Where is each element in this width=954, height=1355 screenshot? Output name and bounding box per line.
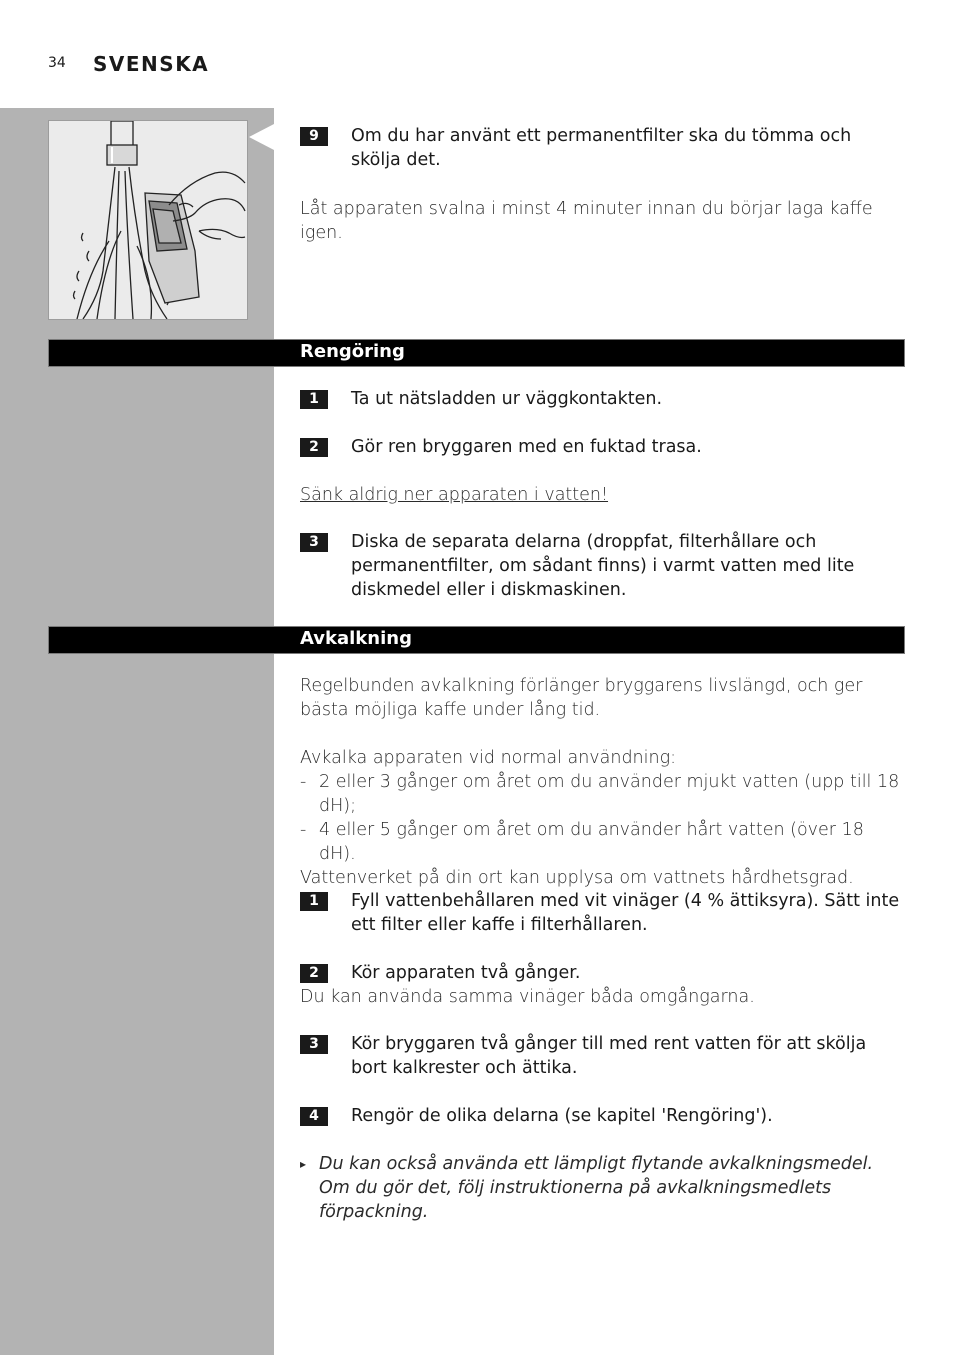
usage-lead: Avkalka apparaten vid normal användning:	[300, 748, 677, 768]
cool-down-note: Låt apparaten svalna i minst 4 minuter innan du börjar laga kaffe igen.	[300, 199, 873, 243]
cleaning-step-3	[300, 530, 905, 602]
usage-item	[300, 818, 905, 866]
step-number-badge: 9	[300, 127, 328, 146]
section-title-cleaning: Rengöring	[300, 341, 405, 362]
step-number-badge: 3	[300, 1035, 328, 1054]
section-bar-cleaning	[48, 339, 905, 367]
step-number-badge: 1	[300, 390, 328, 409]
dash: -	[300, 772, 307, 792]
language-heading: SVENSKA	[93, 52, 210, 76]
step-text: Om du har använt ett permanentfilter ska du tömma och skölja det.	[351, 126, 852, 170]
cleaning-step-2	[300, 435, 905, 459]
step-text: Fyll vattenbehållaren med vit vinäger (4 % ättiksyra). Sätt inte ett filter eller kaffe i filterhållaren.	[351, 891, 900, 935]
step-number-badge: 1	[300, 892, 328, 911]
cleaning-step-1	[300, 387, 905, 411]
page-number: 34	[48, 55, 66, 71]
triangle-bullet-icon: ▸	[300, 1157, 307, 1171]
step-text: Kör bryggaren två gånger till med rent vatten för att skölja bort kalkrester och ättika.	[351, 1034, 867, 1078]
usage-item	[300, 770, 905, 818]
step-text: Kör apparaten två gånger.	[351, 963, 581, 983]
descaling-step-4	[300, 1104, 905, 1128]
tip-text: Du kan också använda ett lämpligt flytande avkalkningsmedel. Om du gör det, följ instruktionerna på avkalkningsmedlets förpackning.	[319, 1154, 874, 1222]
step-number-badge: 3	[300, 533, 328, 552]
descaling-usage	[300, 746, 905, 890]
step-number-badge: 4	[300, 1107, 328, 1126]
usage-item-text: 2 eller 3 gånger om året om du använder mjukt vatten (upp till 18 dH);	[319, 772, 900, 816]
cleaning-warning: Sänk aldrig ner apparaten i vatten!	[300, 485, 609, 505]
step-text: Ta ut nätsladden ur väggkontakten.	[351, 389, 663, 409]
descaling-intro: Regelbunden avkalkning förlänger bryggarens livslängd, och ger bästa möjliga kaffe under lång tid.	[300, 676, 863, 720]
usage-item-text: 4 eller 5 gånger om året om du använder hårt vatten (över 18 dH).	[319, 820, 864, 864]
step-number-badge: 2	[300, 964, 328, 983]
descaling-tip	[300, 1152, 905, 1224]
section-bar-descaling	[48, 626, 905, 654]
step-2-note: Du kan använda samma vinäger båda omgångarna.	[300, 987, 755, 1007]
descaling-step-1	[300, 889, 905, 937]
dash: -	[300, 820, 307, 840]
filter-rinse-icon	[49, 121, 247, 319]
step-text: Rengör de olika delarna (se kapitel 'Rengöring').	[351, 1106, 773, 1126]
descaling-step-2	[300, 961, 905, 985]
step-text: Gör ren bryggaren med en fuktad trasa.	[351, 437, 702, 457]
step-9	[300, 124, 905, 172]
step-text: Diska de separata delarna (droppfat, filterhållare och permanentfilter, om sådant finns) i varmt vatten med lite diskmedel eller i diskmaskinen.	[351, 532, 855, 600]
descaling-step-3	[300, 1032, 905, 1080]
filter-rinse-illustration	[48, 120, 248, 320]
waterworks-note: Vattenverket på din ort kan upplysa om vattnets hårdhetsgrad.	[300, 868, 854, 888]
section-title-descaling: Avkalkning	[300, 628, 412, 649]
figure-pointer	[249, 124, 274, 150]
step-number-badge: 2	[300, 438, 328, 457]
